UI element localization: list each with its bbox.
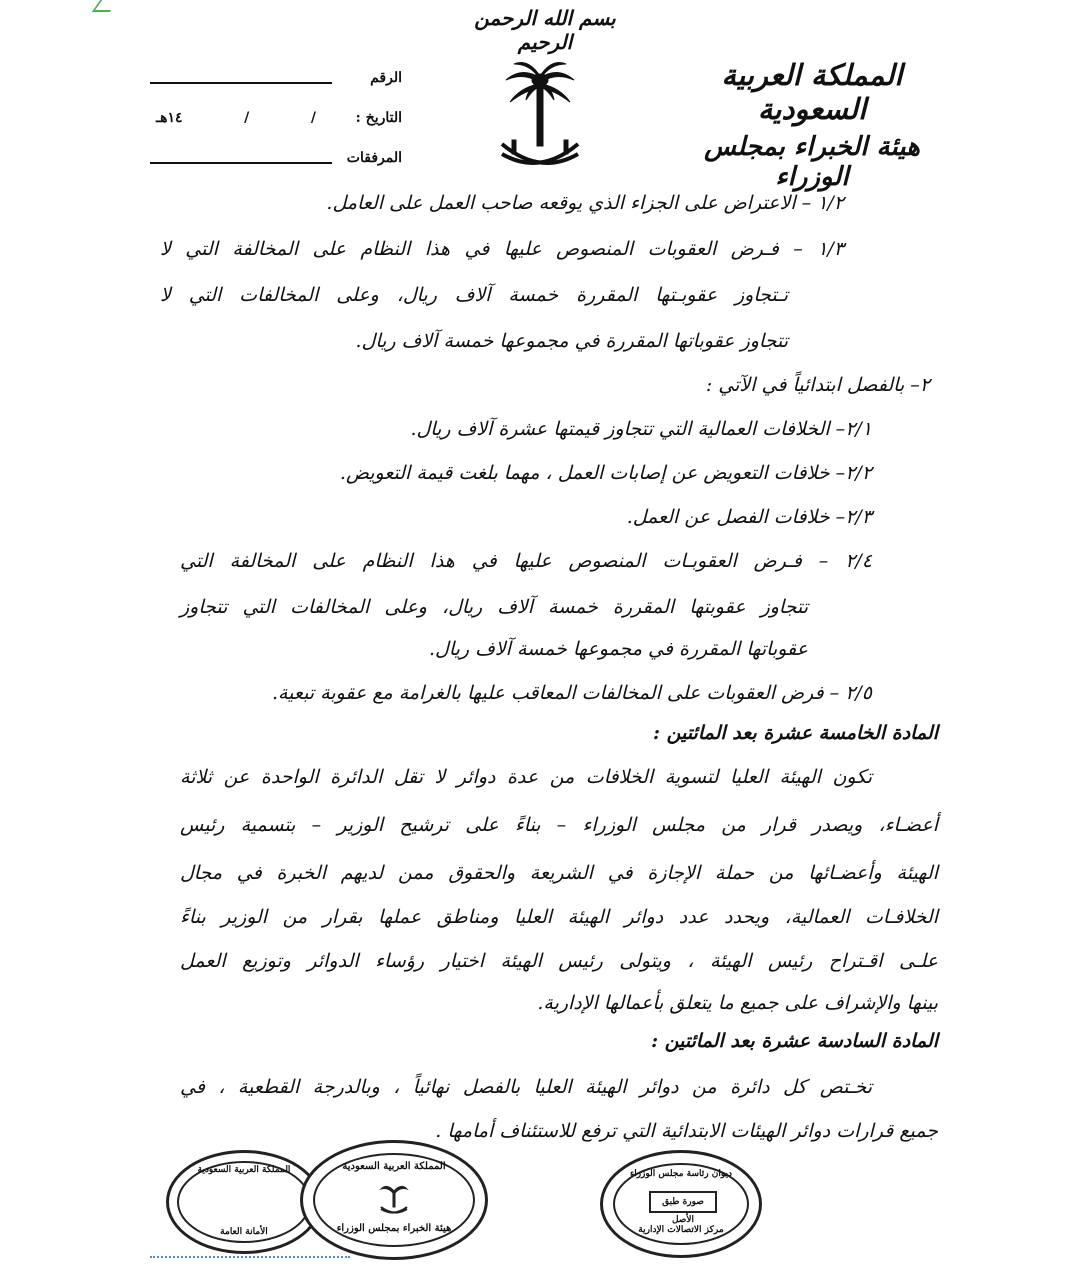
- body-line: تخـتص كل دائرة من دوائر الهيئة العليا بالفصل نهائياً ، وبالدرجة القطعية ، في: [180, 1076, 872, 1098]
- ref-number-line: [150, 72, 332, 84]
- body-line: ٢/١– الخلافات العمالية التي تتجاوز قيمتها عشرة آلاف ريال.: [410, 418, 872, 440]
- authority-name: هيئة الخبراء بمجلس الوزراء: [704, 132, 920, 192]
- seal-stamp-box: صورة طبق الأصل: [649, 1191, 717, 1213]
- kingdom-name: المملكة العربية السعودية: [721, 58, 903, 126]
- seal-text: المملكة العربية السعودية: [197, 1165, 291, 1175]
- body-line: أعضـاء، ويصدر قرار من مجلس الوزراء – بناءً على ترشيح الوزير – بتسمية رئيس: [180, 814, 938, 836]
- ref-date-label: التاريخ :: [355, 110, 402, 126]
- body-line: عقوباتها المقررة في مجموعها خمسة آلاف ريال.: [428, 638, 808, 660]
- ref-date-value: [150, 110, 332, 126]
- reference-fields: [150, 58, 402, 178]
- body-line: بينها والإشراف على جميع ما يتعلق بأعمالها الإدارية.: [537, 992, 938, 1014]
- basmala: بسم الله الرحمن الرحيم: [474, 6, 616, 54]
- ref-number-label: الرقم: [370, 70, 402, 86]
- palm-swords-emblem-icon: [500, 58, 580, 182]
- body-line: ٢/٣– خلافات الفصل عن العمل.: [626, 506, 872, 528]
- letterhead: [672, 58, 952, 192]
- seal-text: هيئة الخبراء بمجلس الوزراء: [336, 1223, 452, 1234]
- ref-attachments-line: [150, 152, 332, 164]
- date-day-sep: /: [310, 110, 316, 126]
- body-line: الهيئة وأعضـائها من حملة الإجازة في الشريعة والحقوق ممن لديهم الخبرة في مجال: [180, 862, 938, 884]
- body-line: ٢/٢– خلافات التعويض عن إصابات العمل ، مهما بلغت قيمة التعويض.: [339, 462, 872, 484]
- article-heading: المادة الخامسة عشرة بعد المائتين :: [653, 722, 938, 744]
- seal-emblem-icon: [379, 1183, 409, 1217]
- body-line: ١/٣ – فـرض العقوبات المنصوص عليها في هذا النظام على المخالفة التي لا: [160, 238, 844, 260]
- date-month-sep: /: [244, 110, 250, 126]
- true-copy-seal-icon: [600, 1150, 762, 1258]
- body-line: علـى اقـتراح رئيس الهيئة ، ويتولى رئيس الهيئة اختيار رؤساء الدوائر وتوزيع العمل: [180, 950, 938, 972]
- body-line: ٢/٥ – فرض العقوبات على المخالفات المعاقب عليها بالغرامة مع عقوبة تبعية.: [271, 682, 872, 704]
- authority-seal-icon: [300, 1140, 488, 1260]
- body-line: تتجاوز عقوباتها المقررة في مجموعها خمسة آلاف ريال.: [355, 330, 788, 352]
- body-line: جميع قرارات دوائر الهيئات الابتدائية التي ترفع للاستئناف أمامها .: [435, 1120, 938, 1142]
- seal-text: المملكة العربية السعودية: [342, 1161, 446, 1172]
- body-line: تـتجاوز عقوبـتها المقررة خمسة آلاف ريال، وعلى المخالفات التي لا: [160, 284, 788, 306]
- ref-attachments-label: المرفقات: [346, 150, 402, 166]
- body-line: الخلافـات العمالية، ويحدد عدد دوائر الهيئة العليا ومناطق عملها بقرار من الوزير بناءً: [180, 906, 938, 928]
- body-line: ١/٢ – الاعتراض على الجزاء الذي يوقعه صاحب العمل على العامل.: [326, 192, 844, 214]
- body-line: تتجاوز عقوبتها المقررة خمسة آلاف ريال، وعلى المخالفات التي تتجاوز: [180, 596, 808, 618]
- body-line: ٢/٤ – فـرض العقوبـات المنصوص عليها في هذا النظام على المخالفة التي: [180, 550, 872, 572]
- ref-number-row: [150, 58, 402, 98]
- date-year: ١٤هـ: [156, 110, 183, 126]
- ref-date-row: [150, 98, 402, 138]
- general-secretariat-seal-icon: [166, 1150, 322, 1254]
- ref-attachments-row: [150, 138, 402, 178]
- seal-text: ديوان رئاسة مجلس الوزراء: [629, 1169, 733, 1179]
- seal-text: مركز الاتصالات الإدارية: [638, 1225, 724, 1235]
- body-line: تكون الهيئة العليا لتسوية الخلافات من عدة دوائر لا تقل الدائرة الواحدة عن ثلاثة: [180, 766, 872, 788]
- body-line: ٢– بالفصل ابتدائياً في الآتي :: [705, 374, 930, 396]
- article-heading: المادة السادسة عشرة بعد المائتين :: [651, 1030, 938, 1052]
- corner-mark: [92, 0, 118, 12]
- seal-text: الأمانة العامة: [220, 1227, 268, 1237]
- bottom-dotted-line: [150, 1256, 350, 1262]
